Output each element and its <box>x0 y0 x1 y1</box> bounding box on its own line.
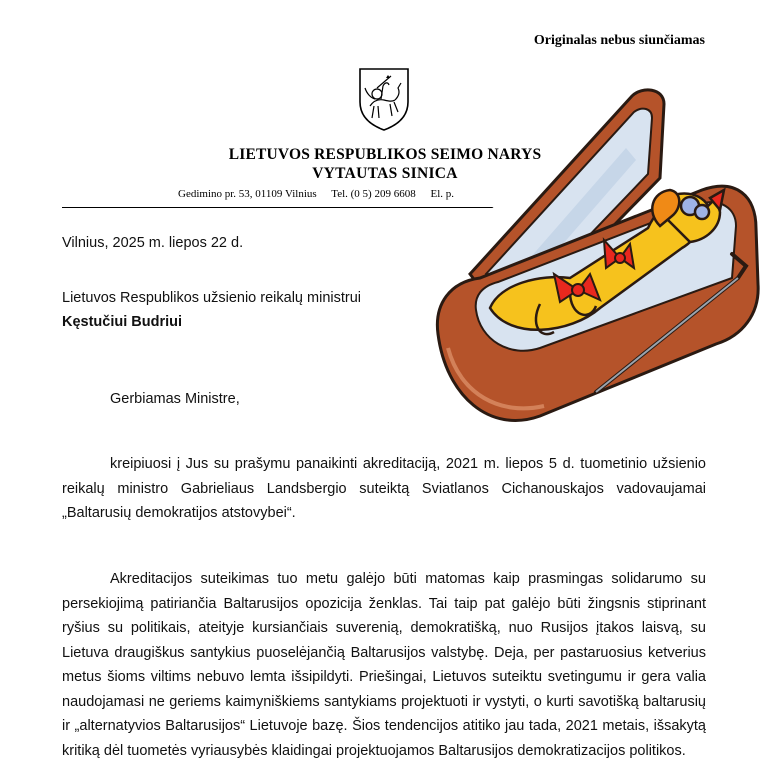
salutation: Gerbiamas Ministre, <box>110 391 240 407</box>
letter-date: Vilnius, 2025 m. liepos 22 d. <box>62 235 244 251</box>
coat-of-arms-icon <box>357 66 411 132</box>
recipient-role: Lietuvos Respublikos užsienio reikalų ministrui <box>62 290 361 306</box>
paragraph-1: kreipiuosi į Jus su prašymu panaikinti akreditaciją, 2021 m. liepos 5 d. tuometinio užsienio reikalų ministro Gabrieliaus Landsbergio suteiktą Sviatlanos Cichanouskajos vadovaujamai „Baltarusių demokratijos atstovybei“. <box>62 456 706 521</box>
sender-address: Gedimino pr. 53, 01109 Vilnius <box>178 188 317 200</box>
notice-original-not-sent: Originalas nebus siunčiamas <box>533 33 705 48</box>
sender-title: LIETUVOS RESPUBLIKOS SEIMO NARYS <box>228 146 542 163</box>
paragraph-2: Akreditacijos suteikimas tuo metu galėjo būti matomas kaip prasmingas solidarumo su persekiojimą patiriančia Baltarusijos opozicija ženklas. Tai taip pat galėjo būti žingsnis stiprinant ryšius su politikais, ateityje kursiančiais suverenią, demokratišką, nuo Rusijos įtakos laisvą, su Lietuva draugiškus santykius puoselėjančią Baltarusijos valstybę. Deja, per pastaruosius ketverius metus šioms viltims nebuvo lemta išsipildyti. Priešingai, Lietuvos suteiktu svetingumu ir gera valia naudojamasi ne geriems kaimyniškiems santykiams projektuoti ir vystyti, o kurti savotišką baltarusių ir „alternatyvios Baltarusijos“ Lietuvoje bazę. Šios tendencijos atitiko jau tada, 2021 metais, išsakytą kritiką dėl tuometės vyriausybės klaidingai projektuojamos Baltarusijos demokratizacijos politikos. <box>62 571 706 759</box>
chicken-coffin-sticker-icon <box>420 78 769 434</box>
sender-email-label: El. p. <box>430 188 454 200</box>
sender-phone: Tel. (0 5) 209 6608 <box>331 188 416 200</box>
sender-name: VYTAUTAS SINICA <box>312 165 458 182</box>
recipient-name: Kęstučiui Budriui <box>62 314 183 330</box>
